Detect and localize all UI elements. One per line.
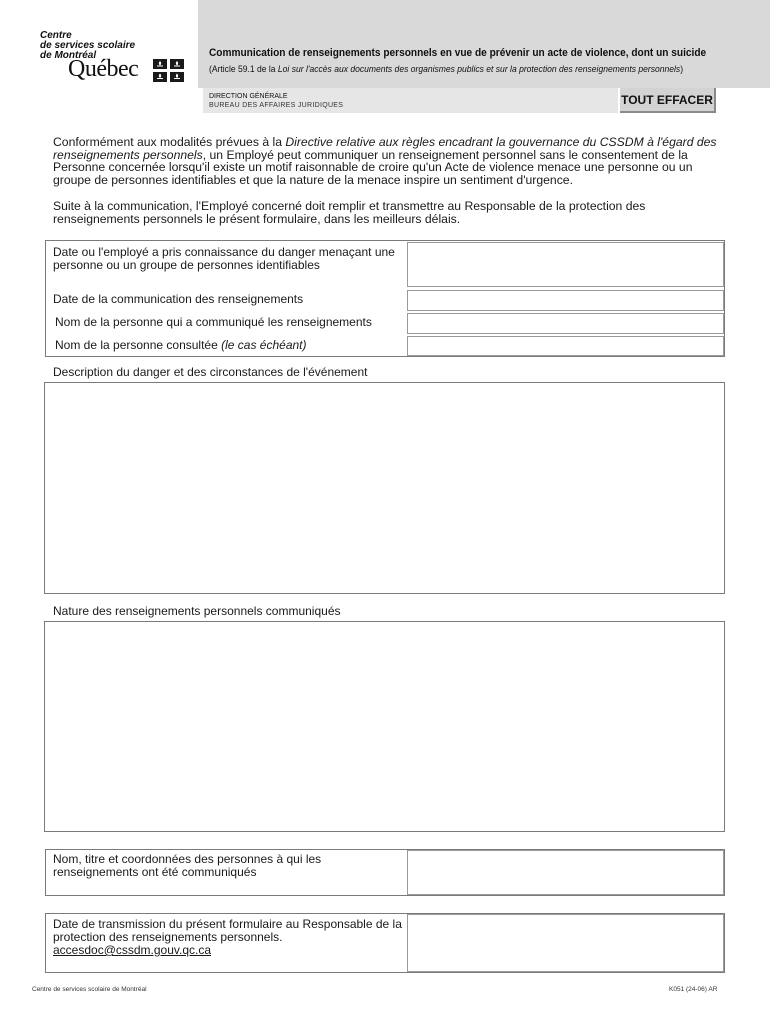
bureau-name: BUREAU DES AFFAIRES JURIDIQUES <box>209 102 344 109</box>
consulted-name-label <box>55 339 400 352</box>
consulted-name-text: Nom de la personne consultée <box>55 338 218 352</box>
form-title: Communication de renseignements personnels en vue de prévenir un acte de violence, dont un suicide <box>209 47 707 59</box>
org-name-line1: Centre <box>40 30 72 41</box>
form-code: K051 (24-06) AR <box>669 986 718 993</box>
consulted-name-note: (le cas échéant) <box>221 338 307 352</box>
date-awareness-field[interactable] <box>407 242 724 287</box>
direction-name: DIRECTION GÉNÉRALE <box>209 93 288 100</box>
consulted-name-field[interactable] <box>407 336 724 356</box>
transmission-text: Date de transmission du présent formulaire au Responsable de la protection des renseignements personnels. <box>53 917 402 944</box>
intro-paragraph-2: Suite à la communication, l'Employé concerné doit remplir et transmettre au Responsable de la protection des renseignements personnels le présent formulaire, dans les meilleurs délais. <box>53 199 646 226</box>
recipients-label: Nom, titre et coordonnées des personnes à qui les renseignements ont été communiqués <box>53 852 322 879</box>
communicator-name-field[interactable] <box>407 313 724 334</box>
date-awareness-input[interactable] <box>408 243 723 286</box>
subtitle-suffix: ) <box>680 64 684 75</box>
recipients-field[interactable] <box>407 850 724 895</box>
direction-box <box>203 88 618 113</box>
org-name-line2: de services scolaire <box>40 40 136 51</box>
footer-organization: Centre de services scolaire de Montréal <box>32 986 147 993</box>
date-communication-label: Date de la communication des renseignements <box>53 292 304 306</box>
law-title: Loi sur l'accès aux documents des organismes publics et sur la protection des renseignements personnels <box>277 64 681 75</box>
directive-title: Directive relative aux règles encadrant la gouvernance du CSSDM à l'égard des renseignements personnels <box>53 135 717 162</box>
org-name-line3: de Montréal <box>40 50 97 61</box>
communicator-name-label: Nom de la personne qui a communiqué les renseignements <box>55 315 372 329</box>
info-nature-textarea[interactable] <box>45 622 724 831</box>
intro-p1-prefix: Conformément aux modalités prévues à la <box>53 135 286 149</box>
date-communication-input[interactable] <box>408 291 723 310</box>
info-nature-field[interactable] <box>44 621 725 832</box>
danger-description-label: Description du danger et des circonstances de l'événement <box>53 365 368 379</box>
danger-description-field[interactable] <box>44 382 725 594</box>
communicator-name-input[interactable] <box>408 314 723 333</box>
form-subtitle <box>209 64 683 75</box>
transmission-label <box>53 918 405 957</box>
fleurdelise-flag-icon <box>153 59 184 82</box>
recipients-textarea[interactable] <box>408 851 723 894</box>
intro-paragraph-1 <box>53 136 723 186</box>
transmission-field[interactable] <box>407 914 724 972</box>
consulted-name-input[interactable] <box>408 337 723 355</box>
subtitle-prefix: (Article 59.1 de la <box>209 64 278 75</box>
info-nature-label: Nature des renseignements personnels communiqués <box>53 604 341 618</box>
date-communication-field[interactable] <box>407 290 724 311</box>
reset-all-button[interactable]: TOUT EFFACER <box>620 88 716 113</box>
date-awareness-label: Date ou l'employé a pris connaissance du danger menaçant une personne ou un groupe de personnes identifiables <box>53 245 395 272</box>
danger-description-textarea[interactable] <box>45 383 724 593</box>
quebec-wordmark: Québec <box>68 56 139 82</box>
privacy-email-link[interactable]: accesdoc@cssdm.gouv.qc.ca <box>53 943 212 957</box>
transmission-date-input[interactable] <box>408 915 723 971</box>
intro-p1-suffix: , un Employé peut communiquer un renseignement personnel sans le consentement de la Personne concernée lorsqu'il existe un motif raisonnable de croire qu'un Acte de violence menace une personne ou un groupe de personnes identifiables et que la nature de la menace inspire un sentiment d'urgence. <box>53 147 693 187</box>
